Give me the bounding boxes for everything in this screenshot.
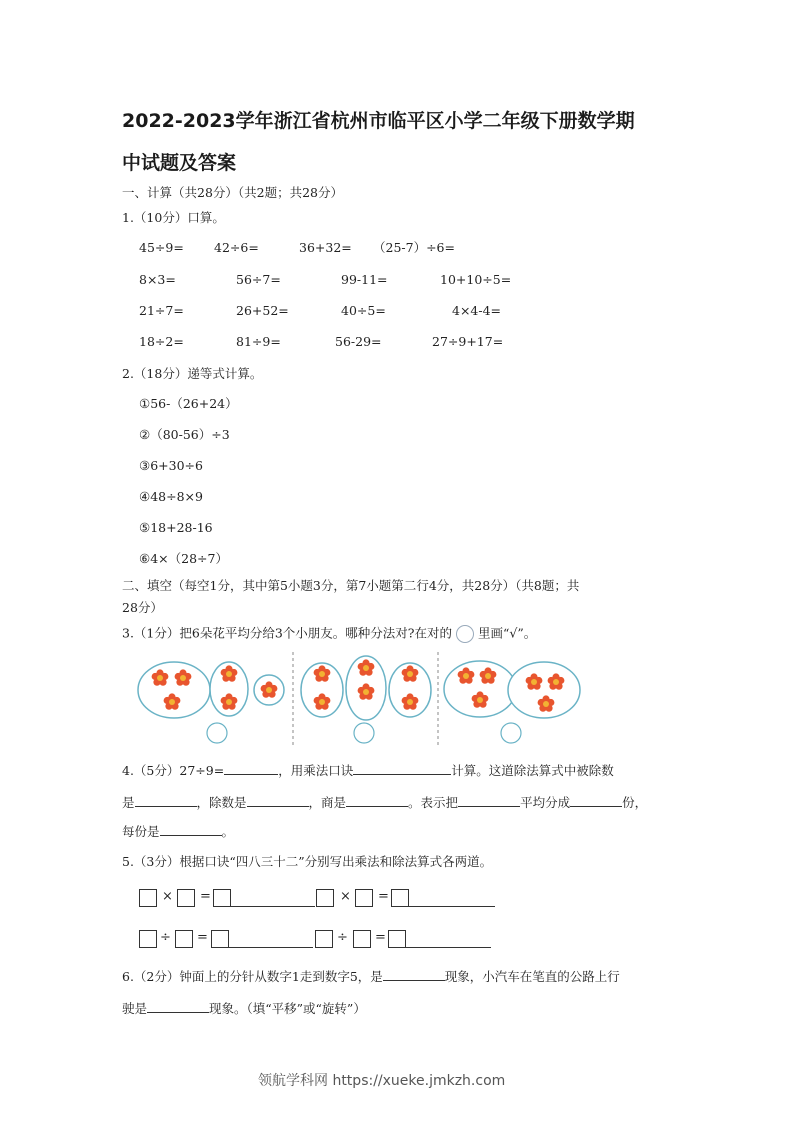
q6-text: 驶是 (122, 1001, 148, 1016)
answer-box[interactable] (175, 930, 193, 948)
fill-blank[interactable] (383, 968, 445, 981)
oral-item: 36+32= (299, 240, 352, 255)
q2-item: ①56-（26+24） (139, 396, 238, 411)
q6-text: 现象，小汽车在笔直的公路上行 (444, 969, 620, 984)
q5-label: 5.（3分）根据口诀“四八三十二”分别写出乘法和除法算式各两道。 (122, 854, 493, 869)
oral-item: 27÷9+17= (432, 334, 504, 349)
fill-blank[interactable] (135, 794, 197, 807)
q4-text: 计算。这道除法算式中被除数 (451, 763, 614, 778)
answer-box[interactable] (316, 889, 334, 907)
q6-text: 现象。（填“平移”或“旋转”） (209, 1001, 366, 1016)
section2-header-line2: 28分） (122, 600, 163, 615)
answer-line[interactable] (409, 906, 495, 907)
q4-text: ，用乘法口诀 (278, 763, 354, 778)
answer-box[interactable] (353, 930, 371, 948)
q6-line1 (122, 968, 620, 985)
q2-item: ④48÷8×9 (139, 489, 203, 504)
oral-item: 10+10÷5= (440, 272, 512, 287)
answer-box[interactable] (388, 930, 406, 948)
answer-box[interactable] (213, 889, 231, 907)
page-title-line1: 2022-2023学年浙江省杭州市临平区小学二年级下册数学期 (122, 110, 635, 132)
q4-line2 (122, 794, 647, 811)
q2-item: ⑤18+28-16 (139, 520, 213, 535)
oral-item: 42÷6= (214, 240, 259, 255)
oral-item: 40÷5= (341, 303, 386, 318)
q4-line3 (122, 823, 234, 840)
answer-line[interactable] (229, 947, 313, 948)
q2-item: ⑥4×（28÷7） (139, 551, 228, 566)
q4-text: 4.（5分）27÷9= (122, 763, 225, 778)
times-sign: × (340, 889, 351, 904)
oral-item: 18÷2= (139, 334, 184, 349)
equals-sign: = (197, 930, 208, 945)
option-2-group (301, 656, 431, 743)
fill-blank[interactable] (570, 794, 622, 807)
answer-circle-3[interactable] (501, 723, 521, 743)
fill-blank[interactable] (147, 1000, 209, 1013)
answer-circle-1[interactable] (207, 723, 227, 743)
oral-item: 21÷7= (139, 303, 184, 318)
fill-blank[interactable] (458, 794, 520, 807)
oral-item: 56÷7= (236, 272, 281, 287)
q4-text: ，商是 (308, 795, 347, 810)
oral-item: 26+52= (236, 303, 289, 318)
oral-item: 81÷9= (236, 334, 281, 349)
q3-text-before: 3.（1分）把6朵花平均分给3个小朋友。哪种分法对?在对的 (122, 625, 452, 641)
equals-sign: = (375, 930, 386, 945)
fill-blank[interactable] (160, 823, 222, 836)
answer-circle-icon (456, 625, 474, 643)
fill-blank[interactable] (224, 762, 278, 775)
equals-sign: = (378, 889, 389, 904)
q6-text: 6.（2分）钟面上的分针从数字1走到数字5，是 (122, 969, 383, 984)
q3-text (122, 625, 536, 643)
answer-box[interactable] (391, 889, 409, 907)
oral-item: 8×3= (139, 272, 176, 287)
answer-box[interactable] (355, 889, 373, 907)
q4-line1 (122, 762, 614, 779)
q4-text: 。 (221, 824, 235, 839)
q4-text: 每份是 (122, 824, 160, 839)
divide-sign: ÷ (160, 930, 171, 945)
divide-sign: ÷ (337, 930, 348, 945)
answer-box[interactable] (139, 889, 157, 907)
answer-box[interactable] (211, 930, 229, 948)
q2-item: ③6+30÷6 (139, 458, 203, 473)
answer-line[interactable] (231, 906, 315, 907)
option-1-group (138, 662, 284, 743)
q4-text: 份， (622, 795, 648, 810)
q3-text-after: 里画“√”。 (478, 625, 537, 641)
q6-line2 (122, 1000, 366, 1017)
flower-groups-illustration (130, 648, 590, 748)
answer-circle-2[interactable] (354, 723, 374, 743)
q4-text: 是 (122, 795, 135, 810)
answer-box[interactable] (315, 930, 333, 948)
footer-watermark: 领航学科网 https://xueke.jmkzh.com (258, 1073, 506, 1089)
answer-line[interactable] (406, 947, 491, 948)
q2-item: ②（80-56）÷3 (139, 427, 230, 442)
q2-label: 2.（18分）递等式计算。 (122, 366, 263, 381)
section1-header: 一、计算（共28分）（共2题；共28分） (122, 185, 344, 200)
page-title-line2: 中试题及答案 (122, 152, 237, 174)
times-sign: × (162, 889, 173, 904)
q4-text: ，除数是 (196, 795, 247, 810)
q4-text: 平均分成 (520, 795, 571, 810)
oral-item: （25-7）÷6= (373, 240, 455, 255)
oral-item: 45÷9= (139, 240, 184, 255)
fill-blank[interactable] (353, 762, 451, 775)
fill-blank[interactable] (346, 794, 408, 807)
section2-header-line1: 二、填空（每空1分，其中第5小题3分，第7小题第二行4分，共28分）（共8题；共 (122, 578, 580, 593)
oral-item: 99-11= (341, 272, 388, 287)
answer-box[interactable] (139, 930, 157, 948)
q1-label: 1.（10分）口算。 (122, 210, 225, 225)
q4-text: 。表示把 (408, 795, 459, 810)
oral-item: 56-29= (335, 334, 382, 349)
fill-blank[interactable] (247, 794, 309, 807)
equals-sign: = (200, 889, 211, 904)
option-3-group (444, 661, 580, 743)
oral-item: 4×4-4= (452, 303, 502, 318)
answer-box[interactable] (177, 889, 195, 907)
